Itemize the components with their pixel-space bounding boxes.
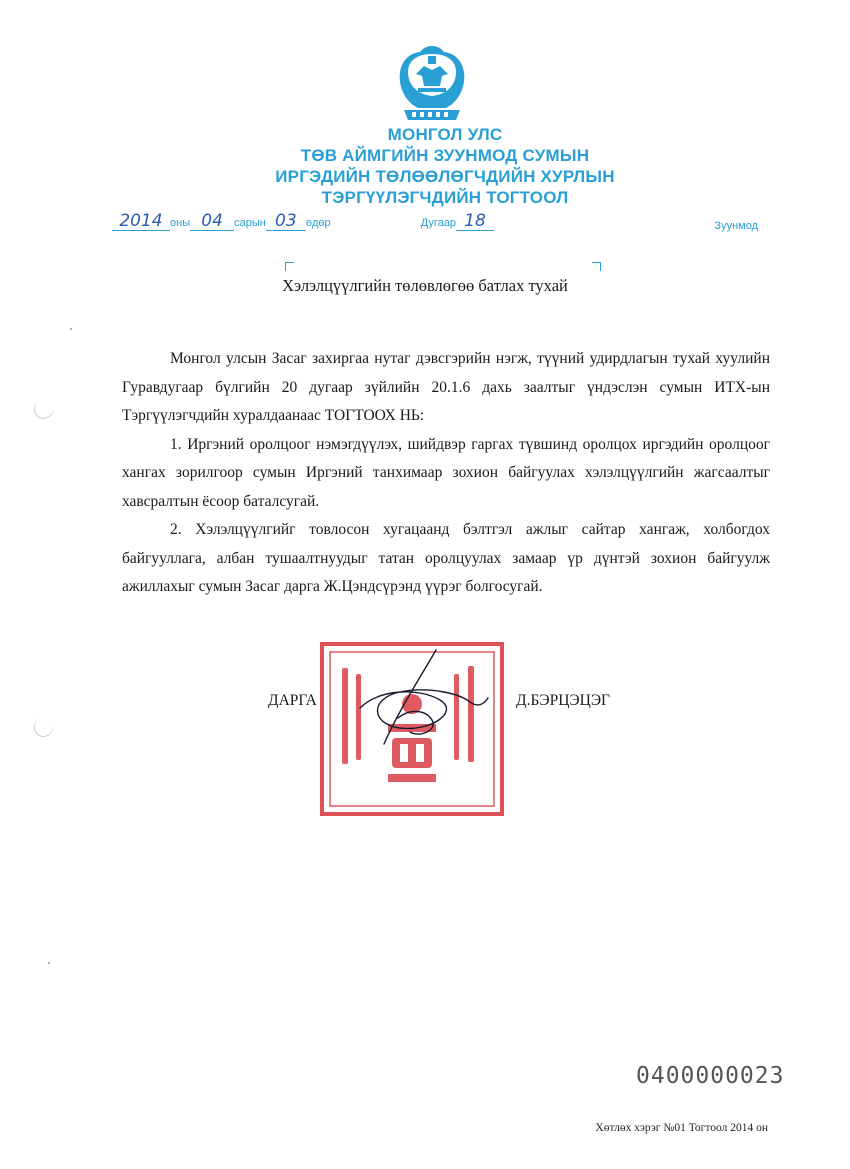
date-year-label: оны [170,217,191,229]
punch-hole-mark [31,715,55,739]
date-day: 03 [266,212,306,231]
document-header [0,124,850,208]
number-label: Дугаар [420,217,457,229]
signatory-title: ДАРГА [268,692,317,709]
document-body [122,345,770,602]
scan-speck [70,328,72,330]
date-month-label: сарын [234,217,266,229]
scan-speck [48,962,50,964]
document-subject: Хэлэлцүүлгийн төлөвлөгөө батлах тухай [282,276,568,295]
resolution-number: 18 [456,212,494,231]
body-paragraph-item-1: 1. Иргэний оролцоог нэмэгдүүлэх, шийдвэр гаргах түвшинд оролцох иргэдийн оролцоог хангах зорилгоор сумын Иргэний танхимаар зохион байгуулах хэлэлцүүлгийн жагсаалтыг хавсралтын ёсоор баталсугай. [122,435,770,510]
header-line-country: МОНГОЛ УЛС [387,125,503,144]
header-line-resolution: ТЭРГҮҮЛЭГЧДИЙН ТОГТООЛ [321,188,569,207]
footer-note: Хөтлөх хэрэг №01 Тогтоол 2014 он [595,1122,768,1134]
date-day-label: өдөр [305,217,331,229]
punch-hole-mark [31,397,55,421]
signatory-name: Д.БЭРЦЭЦЭГ [516,692,611,709]
registration-number: 0400000023 [636,1063,785,1089]
date-line [112,212,760,236]
place-name: Зуунмод [714,220,758,232]
header-line-council: ИРГЭДИЙН ТӨЛӨӨЛӨГЧДИЙН ХУРЛЫН [275,167,615,186]
date-year: 2014 [112,212,170,231]
state-emblem-icon [396,44,468,122]
body-paragraph-preamble: Монгол улсын Засаг захиргаа нутаг дэвсгэрийн нэгж, түүний удирдлагын тухай хуулийн Гуравдугаар бүлгийн 20 дугаар зүйлийн 20.1.6 дахь заалтыг үндэслэн сумын ИТХ-ын Тэргүүлэгчдийн хуралдаанаас ТОГТООХ НЬ: [122,350,770,424]
body-paragraph-item-2: 2. Хэлэлцүүлгийг товлосон хугацаанд бэлтгэл ажлыг сайтар хангаж, холбогдох байгууллага, албан тушаалтнуудыг татан оролцуулах замаар үр дүнтэй зохион байгуулж ажиллахыг сумын Засаг дарга Ж.Цэндсүрэнд үүрэг болгосугай. [122,521,770,595]
subject-corner-right [592,262,601,271]
signature-icon [340,648,490,763]
date-month: 04 [190,212,234,231]
header-line-aimag: ТӨВ АЙМГИЙН ЗУУНМОД СУМЫН [300,146,590,165]
subject-corner-left [285,262,294,271]
